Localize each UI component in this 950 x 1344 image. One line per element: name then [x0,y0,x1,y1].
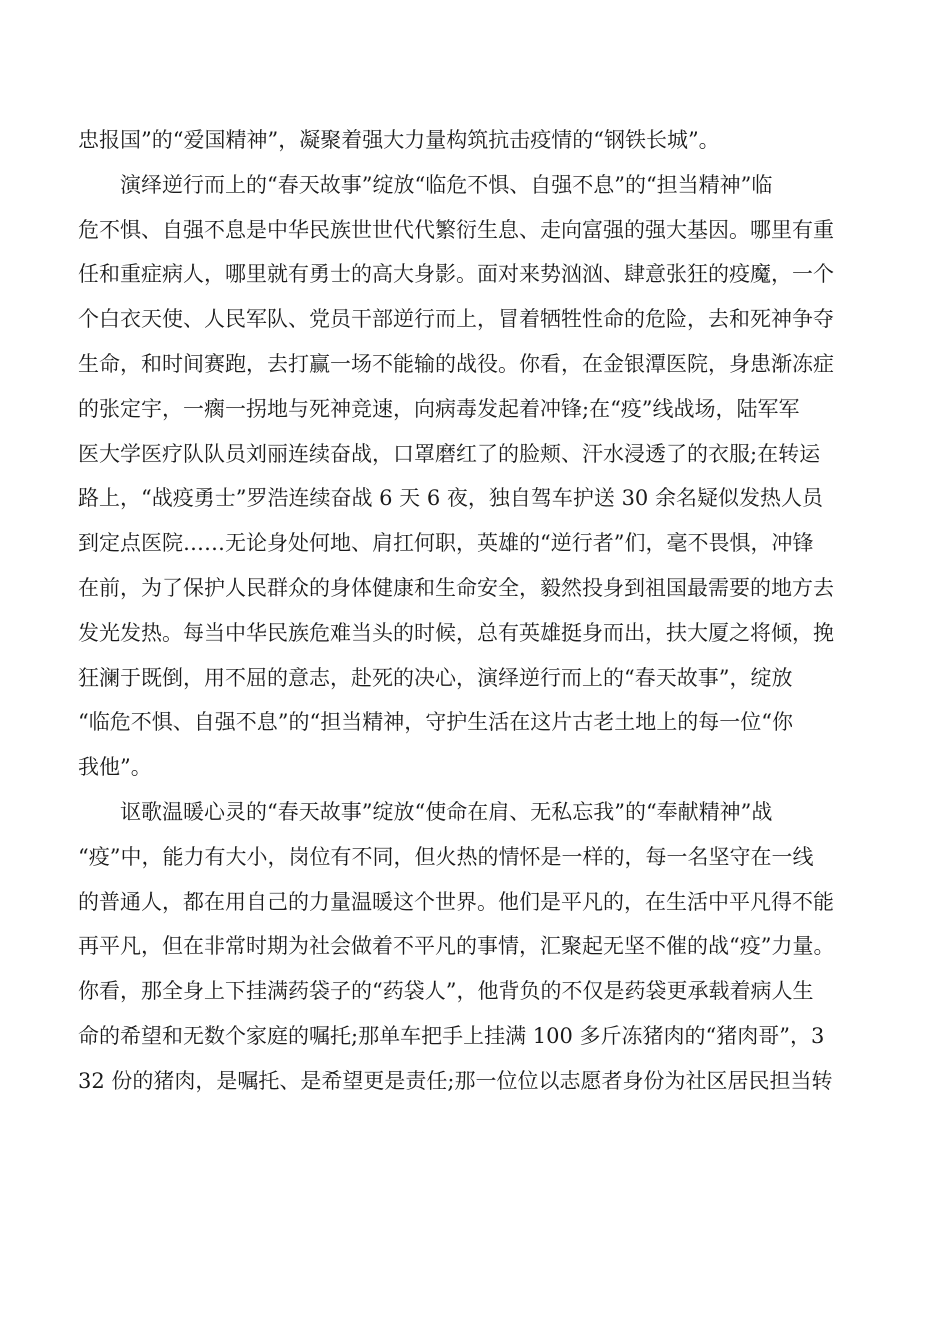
text-line: 忠报国”的“爱国精神”，凝聚着强大力量构筑抗击疫情的“钢铁长城”。 [78,128,720,152]
paragraph-first-line: 讴歌温暖心灵的“春天故事”绽放“使命在肩、无私忘我”的“奉献精神”战 [120,799,773,824]
text-line: 你看，那全身上下挂满药袋子的“药袋人”，他背负的不仅是药袋更承载着病人生 [78,979,814,1004]
text-line: 个白衣天使、人民军队、党员干部逆行而上，冒着牺牲性命的危险，去和死神争夺 [78,307,834,332]
text-line: 发光发热。每当中华民族危难当头的时候，总有英雄挺身而出，扶大厦之将倾，挽 [78,620,834,645]
paragraph-first-line: 演绎逆行而上的“春天故事”绽放“临危不惧、自强不息”的“担当精神”临 [120,172,773,197]
text-line: 的张定宇，一瘸一拐地与死神竞速，向病毒发起着冲锋;在“疫”线战场，陆军军 [78,396,800,421]
body-text [78,118,890,1104]
text-line: 命的希望和无数个家庭的嘱托;那单车把手上挂满 100 多斤冻猪肉的“猪肉哥”，3 [78,1023,825,1048]
text-line: “临危不惧、自强不息”的“担当精神，守护生活在这片古老土地上的每一位“你 [78,710,793,735]
text-line: 在前，为了保护人民群众的身体健康和生命安全，毅然投身到祖国最需要的地方去 [78,575,834,600]
text-line: 到定点医院……无论身处何地、肩扛何职，英雄的“逆行者”们，毫不畏惧，冲锋 [78,531,814,556]
text-line: 32 份的猪肉，是嘱托、是希望更是责任;那一位位以志愿者身份为社区居民担当转 [78,1068,833,1093]
text-line: 任和重症病人，哪里就有勇士的高大身影。面对来势汹汹、肆意张狂的疫魔，一个 [78,262,834,287]
text-line: 的普通人，都在用自己的力量温暖这个世界。他们是平凡的，在生活中平凡得不能 [78,889,834,914]
text-line: 再平凡，但在非常时期为社会做着不平凡的事情，汇聚起无坚不催的战“疫”力量。 [78,934,835,959]
text-line: 狂澜于既倒，用不屈的意志，赴死的决心，演绎逆行而上的“春天故事”，绽放 [78,665,793,690]
text-line: 医大学医疗队队员刘丽连续奋战，口罩磨红了的脸颊、汗水浸透了的衣服;在转运 [78,441,821,466]
text-line: 危不惧、自强不息是中华民族世世代代繁衍生息、走向富强的强大基因。哪里有重 [78,217,834,242]
text-line: 路上，“战疫勇士”罗浩连续奋战 6 天 6 夜，独自驾车护送 30 余名疑似发热人员 [78,486,823,511]
text-line: 生命，和时间赛跑，去打赢一场不能输的战役。你看，在金银潭医院，身患渐冻症 [78,351,834,376]
text-line: 我他”。 [78,755,152,780]
text-line: “疫”中，能力有大小，岗位有不同，但火热的情怀是一样的，每一名坚守在一线 [78,844,814,869]
